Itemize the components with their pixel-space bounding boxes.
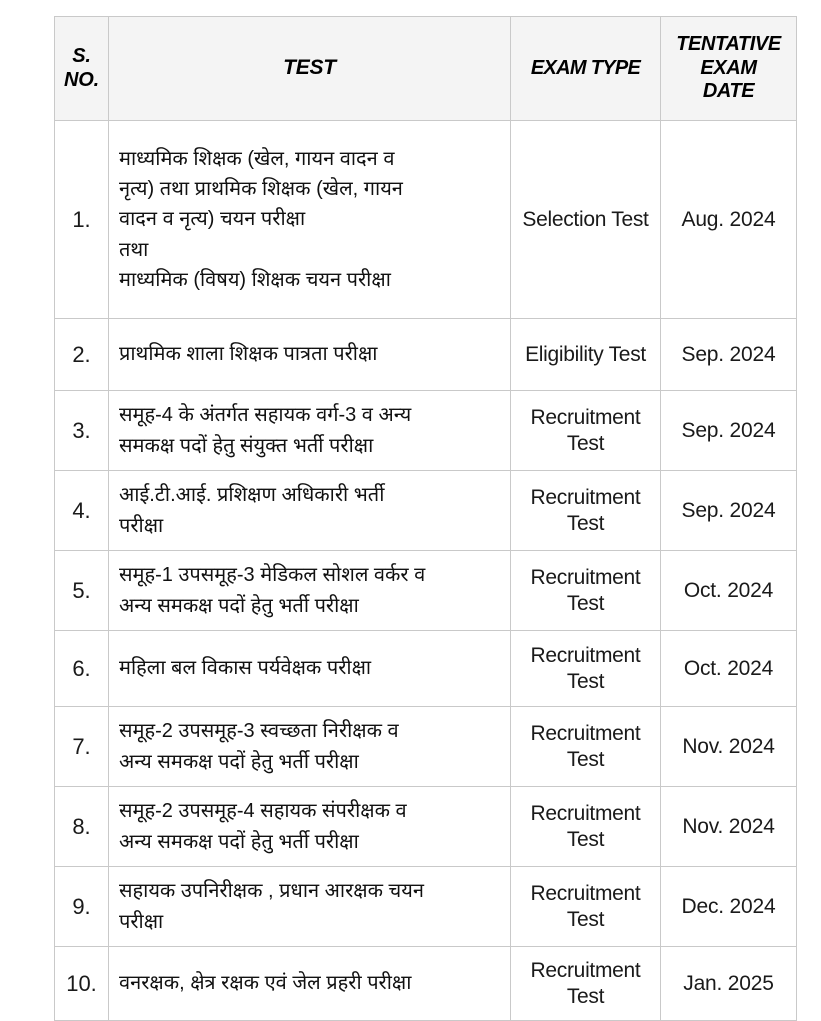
cell-exam-type: Eligibility Test	[511, 319, 661, 391]
test-line: समकक्ष पदों हेतु संयुक्त भर्ती परीक्षा	[119, 434, 374, 457]
cell-test-name	[109, 551, 511, 631]
test-line: तथा	[119, 238, 149, 261]
cell-exam-date: Oct. 2024	[661, 551, 797, 631]
cell-serial-number: 10.	[55, 947, 109, 1021]
table-row	[55, 631, 797, 707]
cell-exam-date: Nov. 2024	[661, 707, 797, 787]
table-row	[55, 867, 797, 947]
table-row	[55, 319, 797, 391]
table-row	[55, 947, 797, 1021]
cell-exam-type: Recruitment Test	[511, 707, 661, 787]
cell-exam-type: Recruitment Test	[511, 471, 661, 551]
test-line: वनरक्षक, क्षेत्र रक्षक एवं जेल प्रहरी परीक्षा	[119, 972, 412, 995]
test-line: सहायक उपनिरीक्षक , प्रधान आरक्षक चयन	[119, 880, 424, 903]
cell-test-name	[109, 787, 511, 867]
cell-exam-date: Dec. 2024	[661, 867, 797, 947]
cell-exam-date: Nov. 2024	[661, 787, 797, 867]
test-line: माध्यमिक शिक्षक (खेल, गायन वादन व	[119, 147, 395, 170]
header-sno-line-1: S.	[72, 44, 91, 67]
table-row	[55, 391, 797, 471]
cell-exam-type: Selection Test	[511, 121, 661, 319]
test-line: आई.टी.आई. प्रशिक्षण अधिकारी भर्ती	[119, 484, 385, 507]
header-sno-line-2: NO.	[64, 68, 99, 91]
cell-test-name	[109, 867, 511, 947]
cell-test-name	[109, 319, 511, 391]
test-line: समूह-1 उपसमूह-3 मेडिकल सोशल वर्कर व	[119, 564, 426, 587]
cell-serial-number: 1.	[55, 121, 109, 319]
test-line: समूह-4 के अंतर्गत सहायक वर्ग-3 व अन्य	[119, 404, 412, 427]
cell-exam-type: Recruitment Test	[511, 867, 661, 947]
cell-exam-type: Recruitment Test	[511, 631, 661, 707]
cell-exam-date: Aug. 2024	[661, 121, 797, 319]
column-header-tentative-exam-date	[661, 17, 797, 121]
table-row	[55, 551, 797, 631]
test-line: परीक्षा	[119, 910, 164, 933]
cell-test-name	[109, 391, 511, 471]
cell-test-name	[109, 121, 511, 319]
test-line: समूह-2 उपसमूह-4 सहायक संपरीक्षक व	[119, 800, 407, 823]
test-line: महिला बल विकास पर्यवेक्षक परीक्षा	[119, 657, 372, 680]
header-date-line-1: TENTATIVE	[676, 33, 781, 56]
cell-exam-date: Sep. 2024	[661, 391, 797, 471]
cell-exam-date: Jan. 2025	[661, 947, 797, 1021]
cell-serial-number: 4.	[55, 471, 109, 551]
cell-exam-type: Recruitment Test	[511, 551, 661, 631]
cell-serial-number: 5.	[55, 551, 109, 631]
column-header-exam-type: EXAM TYPE	[511, 17, 661, 121]
test-line: प्राथमिक शाला शिक्षक पात्रता परीक्षा	[119, 343, 378, 366]
cell-serial-number: 9.	[55, 867, 109, 947]
exam-schedule-table	[54, 16, 797, 1021]
test-line: माध्यमिक (विषय) शिक्षक चयन परीक्षा	[119, 269, 391, 292]
cell-test-name	[109, 707, 511, 787]
test-line: अन्य समकक्ष पदों हेतु भर्ती परीक्षा	[119, 830, 359, 853]
header-date-line-2: EXAM	[700, 56, 757, 79]
table-header	[55, 17, 797, 121]
test-line: नृत्य) तथा प्राथमिक शिक्षक (खेल, गायन	[119, 177, 403, 200]
cell-exam-date: Sep. 2024	[661, 471, 797, 551]
table-row	[55, 121, 797, 319]
cell-serial-number: 8.	[55, 787, 109, 867]
cell-serial-number: 3.	[55, 391, 109, 471]
header-date-line-3: DATE	[702, 80, 755, 103]
table-row	[55, 787, 797, 867]
cell-exam-type: Recruitment Test	[511, 391, 661, 471]
cell-test-name	[109, 947, 511, 1021]
table-row	[55, 471, 797, 551]
test-line: समूह-2 उपसमूह-3 स्वच्छता निरीक्षक व	[119, 720, 399, 743]
cell-serial-number: 6.	[55, 631, 109, 707]
cell-serial-number: 2.	[55, 319, 109, 391]
cell-test-name	[109, 631, 511, 707]
cell-exam-type: Recruitment Test	[511, 947, 661, 1021]
column-header-test: TEST	[109, 17, 511, 121]
table-body	[55, 121, 797, 1021]
cell-exam-date: Oct. 2024	[661, 631, 797, 707]
test-line: वादन व नृत्य) चयन परीक्षा	[119, 208, 306, 231]
cell-test-name	[109, 471, 511, 551]
column-header-serial-number	[55, 17, 109, 121]
test-line: अन्य समकक्ष पदों हेतु भर्ती परीक्षा	[119, 594, 359, 617]
cell-exam-date: Sep. 2024	[661, 319, 797, 391]
cell-exam-type: Recruitment Test	[511, 787, 661, 867]
table-row	[55, 707, 797, 787]
test-line: परीक्षा	[119, 514, 164, 537]
cell-serial-number: 7.	[55, 707, 109, 787]
test-line: अन्य समकक्ष पदों हेतु भर्ती परीक्षा	[119, 750, 359, 773]
header-row	[55, 17, 797, 121]
